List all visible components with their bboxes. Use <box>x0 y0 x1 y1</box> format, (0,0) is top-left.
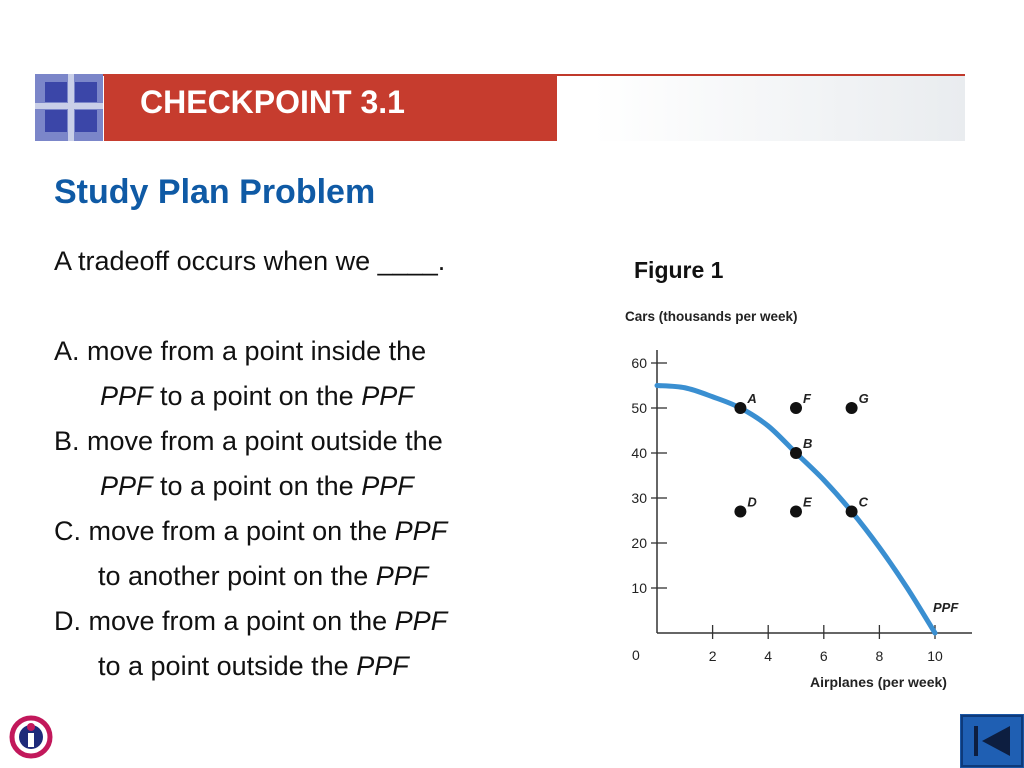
point-label-c: C <box>858 494 868 510</box>
y-tick-label: 40 <box>631 445 647 461</box>
point-c <box>846 506 858 518</box>
point-label-d: D <box>747 494 757 510</box>
y-tick-label: 10 <box>631 580 647 596</box>
x-tick-label: 2 <box>708 648 717 664</box>
option-c-line1: C. move from a point on the PPF <box>54 516 448 546</box>
option-b-line1: B. move from a point outside the <box>54 426 443 456</box>
ppf-chart <box>600 300 990 700</box>
option-d-line1: D. move from a point on the PPF <box>54 606 448 636</box>
ppf-curve-label: PPF <box>933 600 959 615</box>
option-b-line2: PPF to a point on the PPF <box>100 471 414 501</box>
figure-label: Figure 1 <box>634 257 724 283</box>
point-g <box>846 402 858 414</box>
y-tick-label: 50 <box>631 400 647 416</box>
y-axis-label: Cars (thousands per week) <box>625 309 798 324</box>
point-label-f: F <box>803 391 811 406</box>
y-tick-label: 60 <box>631 355 647 371</box>
point-label-a: A <box>747 391 757 406</box>
point-a <box>734 402 746 414</box>
point-b <box>790 447 802 459</box>
back-button[interactable] <box>960 714 1024 768</box>
point-f <box>790 402 802 414</box>
point-d <box>734 506 746 518</box>
question-text: A tradeoff occurs when we ____. <box>54 246 446 276</box>
y-tick-label: 30 <box>631 490 647 506</box>
checkpoint-title: CHECKPOINT 3.1 <box>140 84 405 120</box>
x-axis-label: Airplanes (per week) <box>810 674 947 690</box>
x-tick-label: 8 <box>875 648 884 664</box>
option-a-line1: A. move from a point inside the <box>54 336 427 366</box>
x-tick-label: 6 <box>819 648 828 664</box>
logo-squares <box>35 74 103 141</box>
x-tick-label: 4 <box>764 648 773 664</box>
y-tick-label: 20 <box>631 535 647 551</box>
point-label-e: E <box>803 494 812 510</box>
point-label-g: G <box>858 391 869 406</box>
option-a-line2: PPF to a point on the PPF <box>100 381 414 411</box>
x-tick-label: 10 <box>927 648 943 664</box>
point-label-b: B <box>803 436 813 451</box>
info-icon[interactable] <box>8 714 54 760</box>
option-c-line2: to another point on the PPF <box>98 561 429 591</box>
option-d-line2: to a point outside the PPF <box>98 651 409 681</box>
origin-label: 0 <box>632 647 640 663</box>
point-e <box>790 506 802 518</box>
section-title: Study Plan Problem <box>54 173 376 211</box>
